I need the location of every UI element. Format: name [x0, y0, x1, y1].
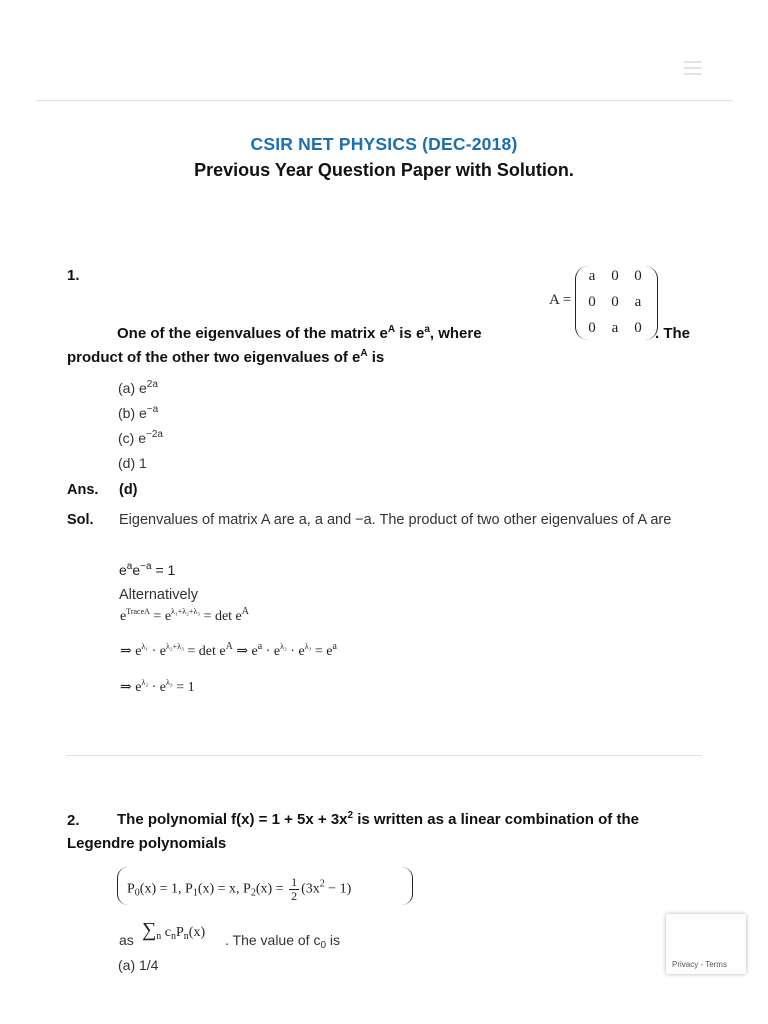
alternatively-label: Alternatively — [119, 587, 198, 603]
matrix-cell: 0 — [588, 294, 596, 310]
paper-subtitle: Previous Year Question Paper with Solution. — [194, 160, 574, 180]
option-sup: −a — [146, 404, 159, 415]
q1-text: One of the eigenvalues of the matrix e — [117, 325, 388, 342]
sum-expression: $\sum_n$ $c_nP_n(x)$ — [142, 919, 206, 942]
answer-value: (d) — [119, 482, 138, 498]
q1-text: , where — [429, 325, 482, 342]
q2-text: The polynomial f(x) = 1 + 5x + 3x — [117, 811, 348, 828]
question-1-text-line1 — [117, 322, 537, 346]
recaptcha-badge[interactable] — [666, 914, 746, 974]
matrix-cell: 0 — [611, 294, 619, 310]
q1-text: is — [367, 349, 385, 366]
value-text-part: . The value of c — [225, 932, 321, 948]
legendre-formula: $P_0(x) = 1$, $P_1(x) = x$, $P_2(x)$ = $\frac{1}{2}$ $(3x^2 - 1)$ — [127, 875, 352, 903]
q1-sup: a — [424, 324, 430, 335]
equation-2: ⇒ $e^{\lambda_1} \cdot e^{\lambda_2+\lambda_3} = \det e^A$ ⇒ $e^a \cdot e^{\lambda_2} \cdot e^{\lambda_3} = e^a$ — [120, 641, 337, 659]
value-text — [225, 932, 341, 951]
q1-sup: A — [360, 348, 368, 359]
option-sup: 2a — [146, 379, 158, 390]
question-1-text-the: . The — [655, 325, 691, 342]
option-a[interactable] — [118, 380, 158, 396]
title-block — [0, 134, 768, 181]
option-label: (b) e — [118, 405, 147, 421]
matrix-cell: 0 — [634, 320, 642, 336]
matrix-label: A = — [549, 292, 572, 308]
q2-text: is written as a linear combination of the Legendre polynomials — [67, 811, 639, 852]
matrix-cell: a — [611, 320, 619, 336]
solution-label: Sol. — [67, 512, 94, 528]
matrix-cell: 0 — [611, 268, 619, 284]
matrix-cell: a — [588, 268, 596, 284]
option-b[interactable] — [118, 405, 158, 421]
product-line: $e^ae^{-a} = 1$ — [119, 561, 176, 578]
header-divider — [36, 100, 733, 101]
question-1-number: 1. — [67, 267, 80, 284]
answer-label: Ans. — [67, 482, 99, 498]
matrix-cell: 0 — [588, 320, 596, 336]
equation-1: $e^{TraceA} = e^{\lambda_1+\lambda_2+\lambda_3} = \det e^A$ — [120, 606, 250, 624]
legendre-definitions — [117, 866, 413, 908]
value-sub: 0 — [320, 940, 327, 951]
eq1-rhs: = det e — [203, 609, 242, 624]
question-1-text-line2: product of the other two eigenvalues of $e^A$ is — [67, 348, 385, 366]
paper-title: CSIR NET PHYSICS (DEC-2018) — [250, 134, 518, 154]
q1-sup: A — [387, 324, 396, 335]
option-label: (d) 1 — [118, 455, 147, 471]
option-c[interactable] — [118, 430, 163, 446]
q2-option-a[interactable]: (a) 1/4 — [118, 957, 159, 973]
recaptcha-links[interactable]: Privacy - Terms — [672, 960, 727, 969]
q2-sup: 2 — [347, 810, 354, 821]
option-label: (a) e — [118, 380, 147, 396]
solution-text: Eigenvalues of matrix A are a, a and −a. The product of two other eigenvalues of A are — [119, 512, 672, 528]
equation-3: ⇒ $e^{\lambda_2} \cdot e^{\lambda_3} = 1$ — [120, 678, 195, 695]
matrix-a — [549, 264, 659, 344]
question-divider — [66, 755, 702, 756]
question-2-text — [67, 808, 707, 856]
question-2-number: 2. — [67, 812, 80, 829]
eq3-rhs: = 1 — [176, 680, 195, 695]
eq2-mid: = det e — [187, 644, 226, 659]
option-label: (c) e — [118, 430, 146, 446]
legendre-right-paren — [402, 867, 413, 905]
option-d[interactable] — [118, 455, 147, 471]
option-sup: −2a — [146, 429, 163, 440]
as-label: as — [119, 932, 134, 948]
matrix-cell: a — [634, 294, 642, 310]
hamburger-menu-icon[interactable] — [684, 61, 702, 75]
q1-text: is e — [395, 325, 425, 342]
value-text-part: is — [326, 932, 341, 948]
product-value: = 1 — [155, 562, 176, 578]
matrix-cell: 0 — [634, 268, 642, 284]
